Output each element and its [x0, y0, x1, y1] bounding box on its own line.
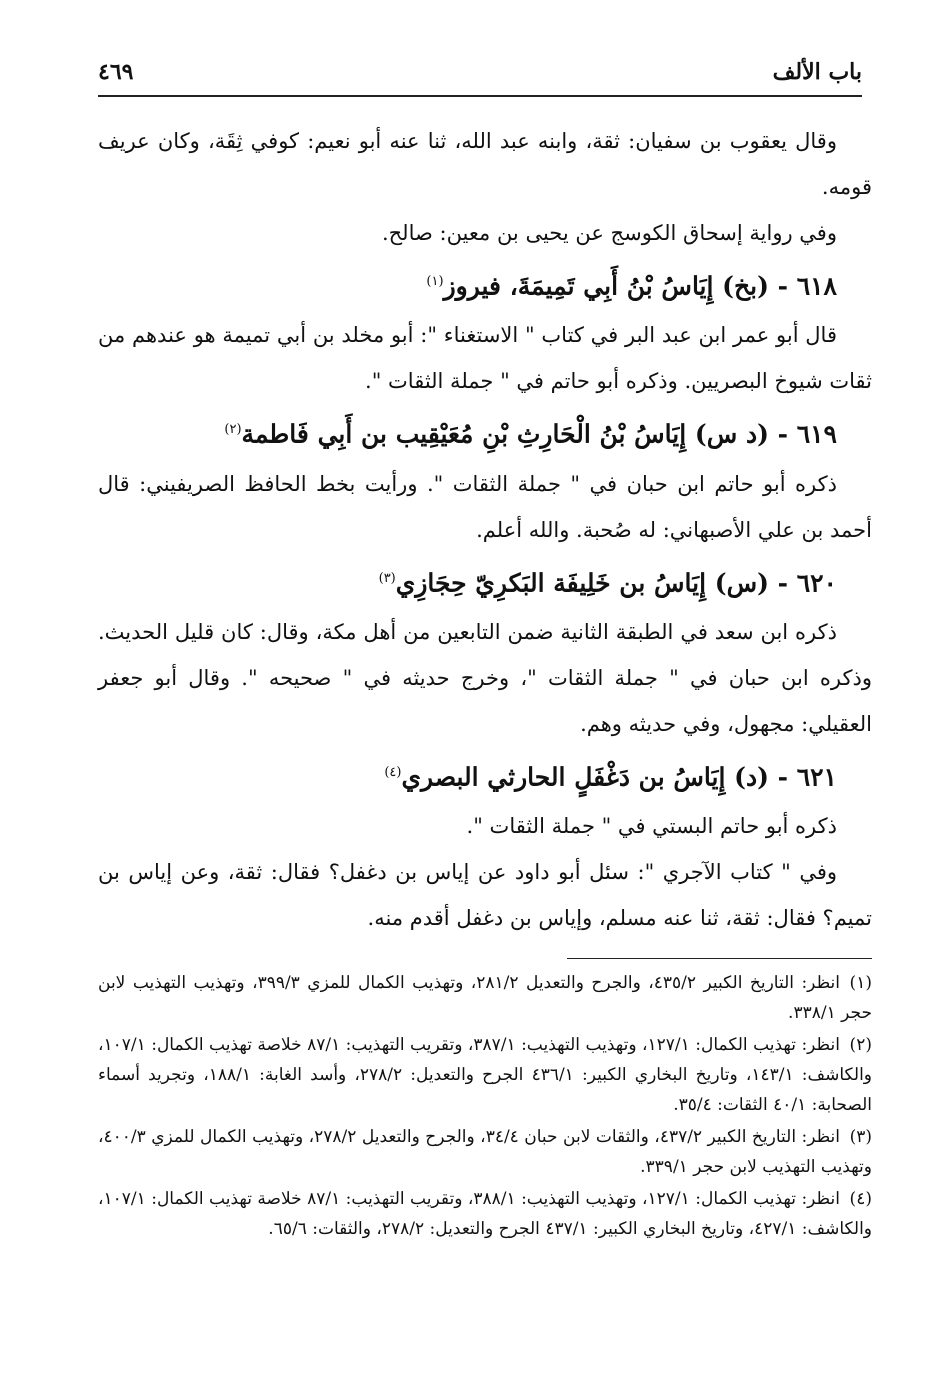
- footnote-text: انظر: تهذيب الكمال: ١٢٧/١، وتهذيب التهذيب: ٣٨٨/١، وتقريب التهذيب: ٨٧/١ خلاصة تهذيب الكمال: ١٠٧/١، والكاشف: ٤٢٧/١، وتاريخ البخاري الكبير: ٤٣٧/١ الجرح والتعديل: ٢٧٨/٢، والثقات: ٦٥/٦.: [98, 1189, 872, 1239]
- footnote-item: [98, 1030, 872, 1120]
- footnote-ref: (٤): [384, 764, 402, 780]
- entry-text-619: ذكره أبو حاتم ابن حبان في " جملة الثقات ". ورأيت بخط الحافظ الصريفيني: قال أحمد بن علي الأصبهاني: له صُحبة. والله أعلم.: [98, 471, 872, 542]
- section-title: باب الألف: [772, 59, 862, 85]
- footnote-item: [98, 1122, 872, 1182]
- entry-text-620: ذكره ابن سعد في الطبقة الثانية ضمن التابعين من أهل مكة، وقال: كان قليل الحديث. وذكره ابن حبان في " جملة الثقات "، وخرج حديثه في " صحيحه ". وقال أبو جعفر العقيلي: مجهول، وفي حديثه وهم.: [98, 619, 872, 736]
- entry-heading-619: [98, 404, 872, 460]
- entry-text-618: قال أبو عمر ابن عبد البر في كتاب " الاستغناء ": أبو مخلد بن أبي تميمة هو عندهم من ثقات شيوخ البصريين. وذكره أبو حاتم في " جملة الثقات ".: [98, 323, 872, 394]
- footnote-number: (١): [849, 973, 872, 993]
- entry-heading-620: [98, 553, 872, 609]
- footnote-divider: [567, 958, 872, 959]
- entry-text-621: ذكره أبو حاتم البستي في " جملة الثقات ".: [466, 814, 837, 839]
- footnote-ref: (٢): [224, 422, 242, 438]
- footnote-number: (٢): [849, 1035, 872, 1055]
- entry-heading-618: [98, 256, 872, 312]
- entry-text-621: وفي " كتاب الآجري ": سئل أبو داود عن إياس بن دغفل؟ فقال: ثقة، وعن إياس بن تميم؟ فقال: ثقة، ثنا عنه مسلم، وإياس بن دغفل أقدم منه.: [98, 860, 872, 931]
- entry-heading-621: [98, 747, 872, 803]
- footnote-text: انظر: التاريخ الكبير ٤٣٥/٢، والجرح والتعديل ٢٨١/٢، وتهذيب الكمال للمزي ٣٩٩/٣، وتهذيب التهذيب لابن حجر ٣٣٨/١.: [98, 973, 872, 1023]
- footnote-number: (٣): [849, 1127, 872, 1147]
- entry-heading-text: ٦٢٠ - (س) إِيَاسُ بن خَلِيفَة البَكرِيّ حِجَازِي: [395, 567, 837, 597]
- footnote-text: انظر: التاريخ الكبير ٤٣٧/٢، والثقات لابن حبان ٣٤/٤، والجرح والتعديل ٢٧٨/٢، وتهذيب الكمال للمزي ٤٠٠/٣، وتهذيب التهذيب لابن حجر ٣٣٩/١.: [98, 1127, 872, 1177]
- entry-heading-text: ٦١٨ - (بخ) إِيَاسُ بْنُ أَبِي تَمِيمَةَ، فيروز: [443, 271, 837, 301]
- footnote-ref: (١): [426, 274, 444, 289]
- main-text: [98, 118, 872, 941]
- paragraph: وفي رواية إسحاق الكوسج عن يحيى بن معين: صالح.: [381, 221, 837, 245]
- footnote-text: انظر: تهذيب الكمال: ١٢٧/١، وتهذيب التهذيب: ٣٨٧/١، وتقريب التهذيب: ٨٧/١ خلاصة تهذيب الكمال: ١٠٧/١، والكاشف: ١٤٣/١، وتاريخ البخاري الكبير: ٤٣٦/١ الجرح والتعديل: ٢٧٨/٢، وأسد الغابة: ١٨٨/١، وتجريد أسماء الصحابة: ٤٠/١ الثقات: ٣٥/٤.: [98, 1035, 872, 1115]
- entry-heading-text: ٦٢١ - (د) إِيَاسُ بن دَغْفَلٍ الحارثي البصري: [401, 762, 837, 792]
- page-number: ٤٦٩: [98, 59, 134, 85]
- footnote-number: (٤): [849, 1189, 872, 1209]
- footnote-item: [98, 968, 872, 1028]
- footnotes: [98, 968, 872, 1246]
- page-header: [98, 55, 862, 97]
- footnote-item: [98, 1184, 872, 1244]
- footnote-ref: (٣): [378, 570, 396, 586]
- paragraph: وقال يعقوب بن سفيان: ثقة، وابنه عبد الله، ثنا عنه أبو نعيم: كوفي ثِقَة، وكان عريف قومه.: [98, 129, 872, 199]
- entry-heading-text: ٦١٩ - (د س) إِيَاسُ بْنُ الْحَارِثِ بْنِ مُعَيْقِيب بن أَبِي فَاطمة: [241, 419, 837, 449]
